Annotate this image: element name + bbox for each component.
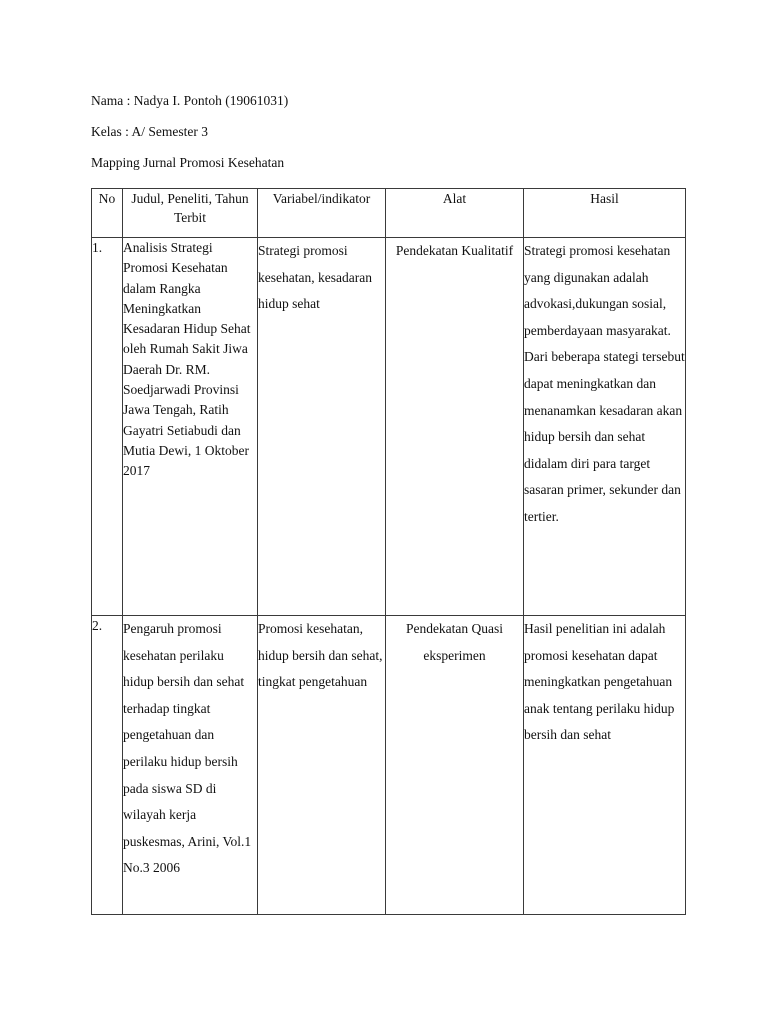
journal-title-cell: Pengaruh promosi kesehatan perilaku hidup bersih dan sehat terhadap tingkat pengetahuan dan perilaku hidup bersih pada siswa SD di wilayah kerja puskesmas, Arini, Vol.1 No.3 2006	[123, 616, 258, 915]
method-cell: Pendekatan Kualitatif	[386, 238, 524, 616]
journal-title-cell: Analisis Strategi Promosi Kesehatan dalam Rangka Meningkatkan Kesadaran Hidup Sehat oleh Rumah Sakit Jiwa Daerah Dr. RM. Soedjarwadi Provinsi Jawa Tengah, Ratih Gayatri Setiabudi dan Mutia Dewi, 1 Oktober 2017	[123, 238, 258, 616]
row-number: 1.	[92, 238, 123, 616]
column-header-judul: Judul, Peneliti, Tahun Terbit	[123, 189, 258, 238]
table-row	[92, 616, 686, 915]
column-header-hasil: Hasil	[524, 189, 686, 238]
class-semester-line: Kelas : A/ Semester 3	[91, 124, 208, 139]
column-header-no: No	[92, 189, 123, 238]
table-row	[92, 238, 686, 616]
result-cell: Hasil penelitian ini adalah promosi kesehatan dapat meningkatkan pengetahuan anak tentang perilaku hidup bersih dan sehat	[524, 616, 686, 915]
method-cell: Pendekatan Quasi eksperimen	[386, 616, 524, 915]
column-header-variabel: Variabel/indikator	[258, 189, 386, 238]
document-title: Mapping Jurnal Promosi Kesehatan	[91, 155, 285, 170]
table-header-row	[92, 189, 686, 238]
row-number: 2.	[92, 616, 123, 915]
variable-cell: Strategi promosi kesehatan, kesadaran hidup sehat	[258, 238, 386, 616]
journal-mapping-table	[91, 188, 686, 915]
column-header-alat: Alat	[386, 189, 524, 238]
variable-cell: Promosi kesehatan, hidup bersih dan sehat, tingkat pengetahuan	[258, 616, 386, 915]
student-name-line: Nama : Nadya I. Pontoh (19061031)	[91, 93, 289, 108]
result-cell: Strategi promosi kesehatan yang digunakan adalah advokasi,dukungan sosial, pemberdayaan masyarakat. Dari beberapa stategi tersebut dapat meningkatkan dan menanamkan kesadaran akan hidup bersih dan sehat didalam diri para target sasaran primer, sekunder dan tertier.	[524, 238, 686, 616]
